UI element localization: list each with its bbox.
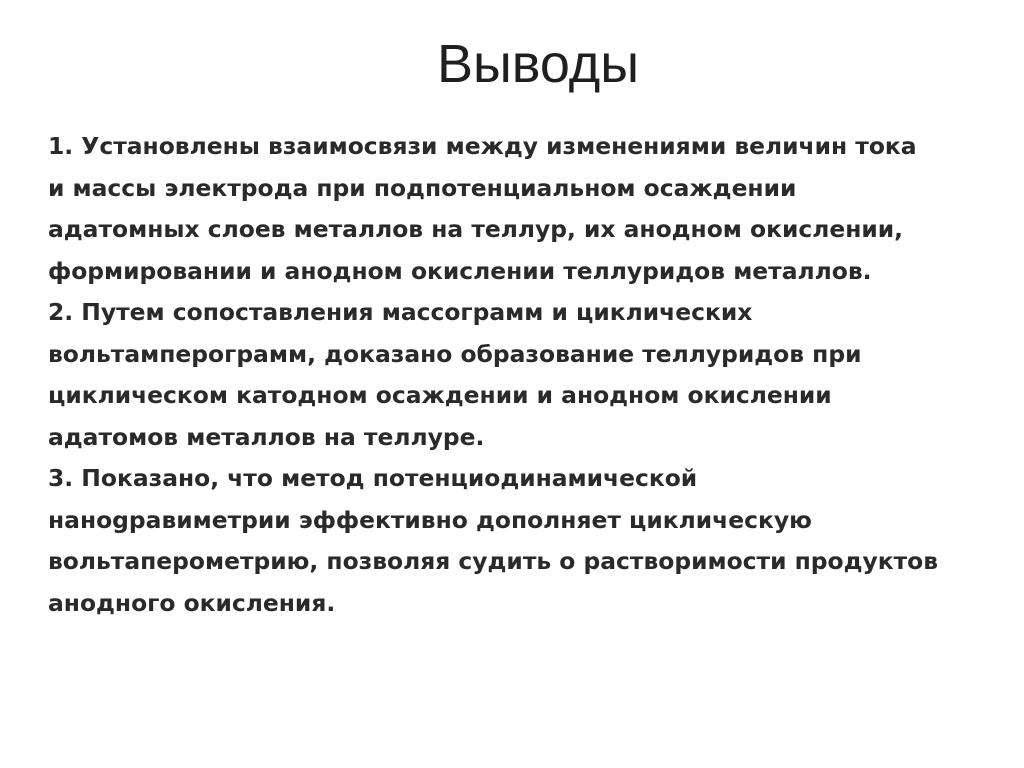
text-line: циклическом катодном осаждении и анодном окислении bbox=[48, 381, 832, 409]
text-line: вольтамперограмм, доказано образование теллуридов при bbox=[48, 339, 862, 368]
text-line: адатомов металлов на теллуре. bbox=[48, 422, 485, 451]
text-line: и массы электрода при подпотенциальном осаждении bbox=[48, 173, 797, 202]
text-line: анодного окисления. bbox=[48, 588, 336, 617]
slide-title: Выводы bbox=[436, 34, 640, 94]
text-line: вольтаперометрию, позволяя судить о растворимости продуктов bbox=[48, 547, 939, 575]
text-line: 3. Показано, что метод потенциодинамической bbox=[48, 464, 698, 492]
text-line: формировании и анодном окислении теллуридов металлов. bbox=[48, 256, 872, 285]
conclusions-text bbox=[48, 126, 1018, 624]
text-line: 2. Путем сопоставления массограмм и циклических bbox=[48, 298, 753, 326]
text-line: нанogравиметрии эффективно дополняет циклическую bbox=[48, 505, 812, 534]
text-line: 1. Установлены взаимосвязи между изменениями величин тока bbox=[48, 132, 917, 160]
text-line: адатомных слоев металлов на теллур, их анодном окислении, bbox=[48, 215, 904, 243]
